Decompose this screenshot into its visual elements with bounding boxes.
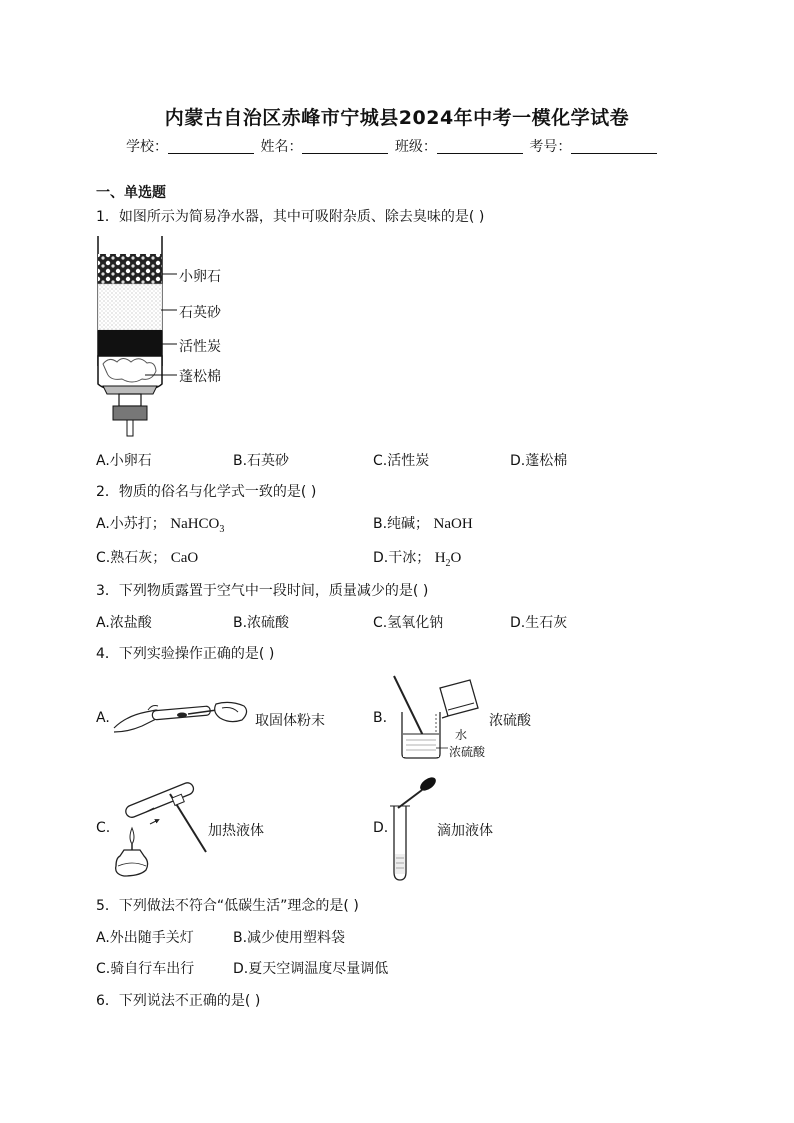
q2-option-b[interactable] [373,513,473,533]
q3-option-b[interactable]: B.浓硫酸 [233,615,290,631]
question-5-stem: 5．下列做法不符合“低碳生活”理念的是( ) [96,898,359,914]
q2-option-d-label: D.干冰； [373,550,431,566]
powder-sampling-figure [112,698,252,738]
name-blank[interactable] [302,139,388,154]
layer-label-activated-carbon: 活性炭 [179,339,221,355]
q5-option-a[interactable]: A.外出随手关灯 [96,930,194,946]
q2-option-c-formula: CaO [170,550,199,566]
name-label: 姓名： [260,139,303,155]
question-3-stem: 3．下列物质露置于空气中一段时间，质量减少的是( ) [96,583,429,599]
q4-option-c-letter[interactable]: C. [96,820,111,836]
q4-option-b-letter[interactable]: B. [373,710,388,726]
section-heading: 一、单选题 [96,185,166,201]
q4-option-b-caption: 浓硫酸 [489,713,531,729]
q4-option-c-caption: 加热液体 [208,823,264,839]
q1-option-d[interactable]: D.蓬松棉 [510,453,568,469]
question-2-stem: 2．物质的俗名与化学式一致的是( ) [96,484,317,500]
q5-option-b[interactable]: B.减少使用塑料袋 [233,930,346,946]
q2-option-d-formula: $H_2O$ [434,550,462,569]
q4-option-d-letter[interactable]: D. [373,820,389,836]
q1-option-b[interactable]: B.石英砂 [233,453,290,469]
q4-option-d-caption: 滴加液体 [437,823,493,839]
layer-label-cotton: 蓬松棉 [179,369,221,385]
q2-option-a-formula: NaHCO$_3$ [170,516,225,535]
number-blank[interactable] [571,139,657,154]
layer-label-pebbles: 小卵石 [179,269,221,285]
class-label: 班级： [394,139,437,155]
q4-option-a-caption: 取固体粉末 [255,713,325,729]
q2-option-a-label: A.小苏打； [96,516,166,532]
layer-label-quartz-sand: 石英砂 [179,305,221,321]
question-4-stem: 4．下列实验操作正确的是( ) [96,646,275,662]
school-label: 学校： [126,139,168,155]
q4-option-b-acid-label: 浓硫酸 [449,745,486,759]
q2-option-a[interactable] [96,513,224,535]
q3-option-d[interactable]: D.生石灰 [510,615,568,631]
q2-option-d[interactable] [373,547,461,569]
student-info-row [126,136,659,156]
q3-option-c[interactable]: C.氢氧化钠 [373,615,444,631]
q2-option-b-formula: NaOH [433,516,473,532]
q5-option-d[interactable]: D.夏天空调温度尽量调低 [233,961,389,977]
heating-liquid-figure [110,786,210,878]
q4-option-b-water-label: 水 [455,728,468,742]
question-1-stem: 1．如图所示为简易净水器，其中可吸附杂质、除去臭味的是( ) [96,209,485,225]
q2-option-b-label: B.纯碱； [373,516,430,532]
q1-option-a[interactable]: A.小卵石 [96,453,152,469]
question-6-stem: 6．下列说法不正确的是( ) [96,993,261,1009]
school-blank[interactable] [168,139,254,154]
class-blank[interactable] [437,139,523,154]
q4-option-a-letter[interactable]: A. [96,710,110,726]
q2-option-c[interactable] [96,547,198,567]
q3-option-a[interactable]: A.浓盐酸 [96,615,152,631]
number-label: 考号： [529,139,572,155]
q5-option-c[interactable]: C.骑自行车出行 [96,961,195,977]
q2-option-c-label: C.熟石灰； [96,550,167,566]
q1-option-c[interactable]: C.活性炭 [373,453,430,469]
exam-title: 内蒙古自治区赤峰市宁城县2024年中考一模化学试卷 [164,107,630,129]
